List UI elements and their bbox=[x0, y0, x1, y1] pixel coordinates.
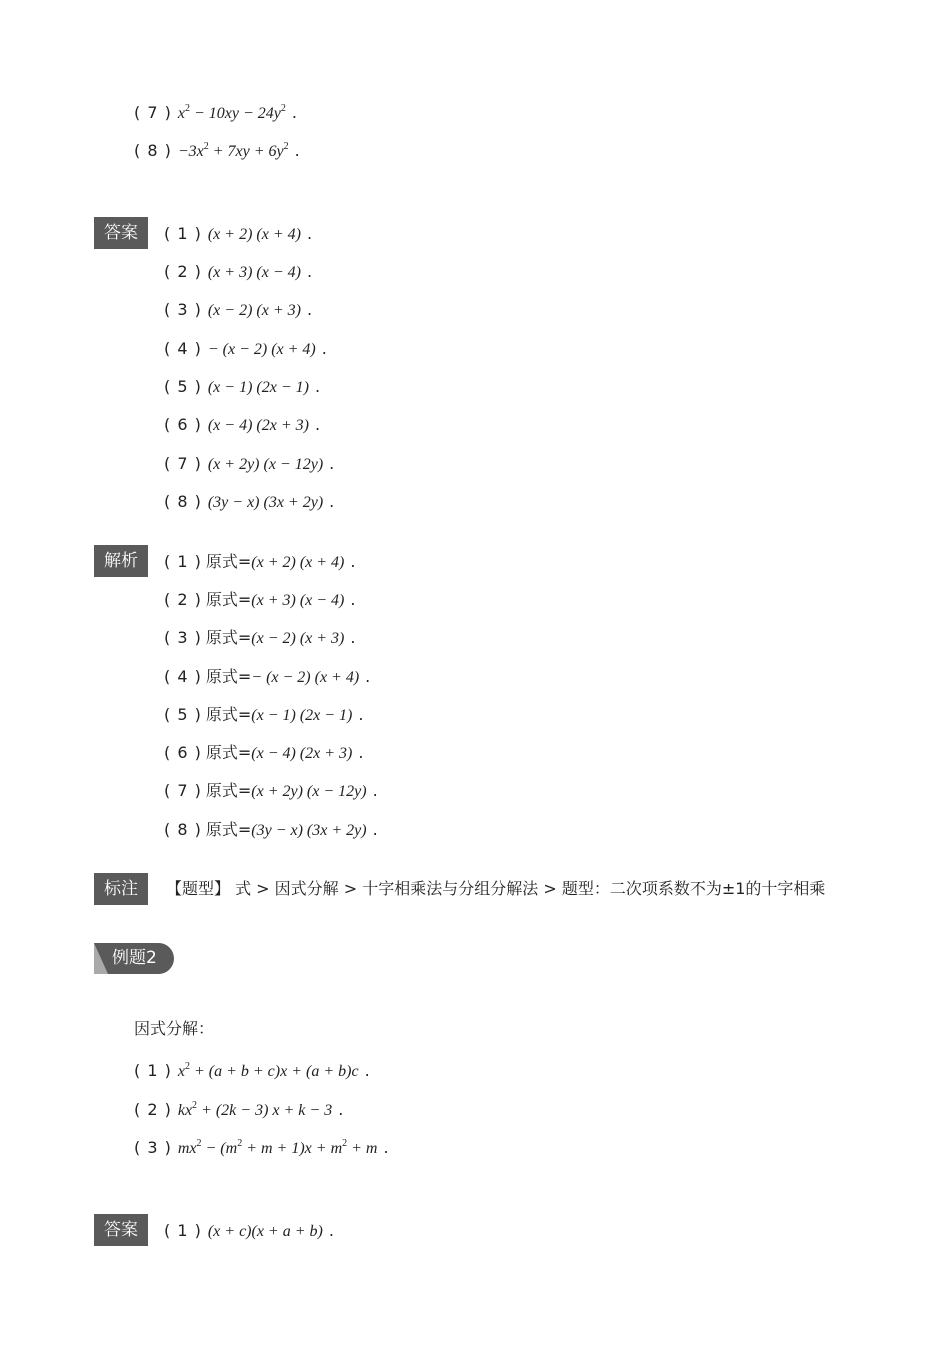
period: . bbox=[329, 454, 335, 473]
period: . bbox=[314, 415, 321, 434]
problem-item bbox=[134, 98, 297, 120]
period: . bbox=[383, 1138, 389, 1157]
item-number: ( 4 ) bbox=[164, 339, 202, 358]
analysis-prefix: 原式= bbox=[205, 820, 252, 839]
item-number: ( 1 ) bbox=[164, 552, 202, 571]
badge-stripe bbox=[94, 943, 108, 974]
item-number: ( 1 ) bbox=[164, 224, 202, 243]
item-number: ( 3 ) bbox=[164, 300, 202, 319]
answer-item bbox=[164, 376, 320, 398]
period: . bbox=[328, 1221, 334, 1240]
period: . bbox=[306, 300, 313, 319]
item-number: ( 8 ) bbox=[164, 820, 202, 839]
analysis-item bbox=[164, 666, 370, 688]
problem-item bbox=[134, 1133, 389, 1155]
math-expression: (x + 2y) (x − 12y) bbox=[251, 783, 367, 800]
example-badge bbox=[94, 943, 174, 974]
answer-item bbox=[164, 1220, 334, 1242]
analysis-item bbox=[164, 819, 378, 841]
item-number: ( 5 ) bbox=[164, 377, 202, 396]
period: . bbox=[294, 141, 300, 160]
analysis-item bbox=[164, 780, 378, 802]
math-expression: (x − 4) (2x + 3) bbox=[207, 417, 309, 434]
item-number: ( 2 ) bbox=[164, 262, 202, 281]
period: . bbox=[358, 705, 364, 724]
analysis-prefix: 原式= bbox=[205, 552, 252, 571]
item-number: ( 7 ) bbox=[134, 103, 172, 122]
item-number: ( 7 ) bbox=[164, 781, 202, 800]
example-answer-tag: 答案 bbox=[94, 1214, 148, 1246]
item-number: ( 6 ) bbox=[164, 415, 202, 434]
problem-item bbox=[134, 1056, 370, 1078]
topic-breadcrumb: 【题型】 式 > 因式分解 > 十字相乘法与分组分解法 > 题型：二次项系数不为±1的十字相乘 bbox=[166, 879, 826, 898]
math-expression: $mx^2 - (m^2 + m + 1)x + m^2 + m$ bbox=[177, 1138, 378, 1157]
note-tag: 标注 bbox=[94, 873, 148, 905]
period: . bbox=[350, 590, 356, 609]
math-expression: $-3x^2 + 7xy + 6y^2$ bbox=[177, 141, 289, 160]
item-number: ( 7 ) bbox=[164, 454, 202, 473]
item-number: ( 8 ) bbox=[134, 141, 172, 160]
item-number: ( 1 ) bbox=[164, 1221, 202, 1240]
period: . bbox=[372, 781, 378, 800]
analysis-item bbox=[164, 704, 363, 726]
math-expression: (3y − x) (3x + 2y) bbox=[207, 494, 324, 511]
example-label: 例题2 bbox=[112, 948, 157, 968]
answer-item bbox=[164, 414, 320, 436]
item-number: ( 5 ) bbox=[164, 705, 202, 724]
math-expression: $x^2 + (a + b + c)x + (a + b)c$ bbox=[177, 1061, 359, 1080]
answer-item bbox=[164, 223, 312, 245]
analysis-prefix: 原式= bbox=[205, 781, 252, 800]
answer-tag: 答案 bbox=[94, 217, 148, 249]
math-expression: $x^2 - 10xy - 24y^2$ bbox=[177, 103, 286, 122]
period: . bbox=[306, 224, 313, 243]
item-number: ( 6 ) bbox=[164, 743, 202, 762]
math-expression: (x + 2) (x + 4) bbox=[207, 226, 301, 243]
analysis-item bbox=[164, 551, 355, 573]
math-expression: (x − 2) (x + 3) bbox=[207, 302, 301, 319]
analysis-prefix: 原式= bbox=[205, 667, 252, 686]
math-expression: − (x − 2) (x + 4) bbox=[207, 341, 316, 358]
analysis-prefix: 原式= bbox=[205, 743, 252, 762]
item-number: ( 4 ) bbox=[164, 667, 202, 686]
period: . bbox=[329, 492, 335, 511]
math-expression: (3y − x) (3x + 2y) bbox=[251, 822, 367, 839]
period: . bbox=[372, 820, 378, 839]
math-expression: (x + c)(x + a + b) bbox=[207, 1223, 323, 1240]
answer-item bbox=[164, 453, 334, 475]
problem-item bbox=[134, 1095, 343, 1117]
item-number: ( 3 ) bbox=[164, 628, 202, 647]
item-number: ( 8 ) bbox=[164, 492, 202, 511]
period: . bbox=[364, 1061, 370, 1080]
problem-item bbox=[134, 136, 300, 158]
math-expression: (x + 2y) (x − 12y) bbox=[207, 456, 324, 473]
period: . bbox=[350, 552, 356, 571]
analysis-item bbox=[164, 627, 355, 649]
period: . bbox=[321, 339, 327, 358]
analysis-item bbox=[164, 742, 363, 764]
period: . bbox=[358, 743, 364, 762]
math-expression: (x + 3) (x − 4) bbox=[207, 264, 301, 281]
item-number: ( 2 ) bbox=[134, 1100, 172, 1119]
analysis-prefix: 原式= bbox=[205, 590, 252, 609]
period: . bbox=[314, 377, 321, 396]
math-expression: (x + 3) (x − 4) bbox=[251, 592, 345, 609]
analysis-tag: 解析 bbox=[94, 545, 148, 577]
answer-item bbox=[164, 338, 327, 360]
answer-item bbox=[164, 299, 312, 321]
math-expression: $kx^2 + (2k - 3) x + k - 3$ bbox=[177, 1100, 333, 1119]
item-number: ( 2 ) bbox=[164, 590, 202, 609]
item-number: ( 3 ) bbox=[134, 1138, 172, 1157]
analysis-prefix: 原式= bbox=[205, 628, 252, 647]
math-expression: (x − 1) (2x − 1) bbox=[251, 707, 353, 724]
math-expression: − (x − 2) (x + 4) bbox=[251, 669, 360, 686]
math-expression: (x − 2) (x + 3) bbox=[251, 630, 345, 647]
analysis-prefix: 原式= bbox=[205, 705, 252, 724]
period: . bbox=[350, 628, 356, 647]
answer-item bbox=[164, 261, 312, 283]
answer-item bbox=[164, 491, 334, 513]
math-expression: (x − 1) (2x − 1) bbox=[207, 379, 309, 396]
period: . bbox=[291, 103, 297, 122]
math-expression: (x + 2) (x + 4) bbox=[251, 554, 345, 571]
math-expression: (x − 4) (2x + 3) bbox=[251, 745, 353, 762]
analysis-item bbox=[164, 589, 355, 611]
period: . bbox=[338, 1100, 344, 1119]
example-intro: 因式分解： bbox=[134, 1019, 215, 1038]
period: . bbox=[365, 667, 371, 686]
item-number: ( 1 ) bbox=[134, 1061, 172, 1080]
period: . bbox=[306, 262, 313, 281]
